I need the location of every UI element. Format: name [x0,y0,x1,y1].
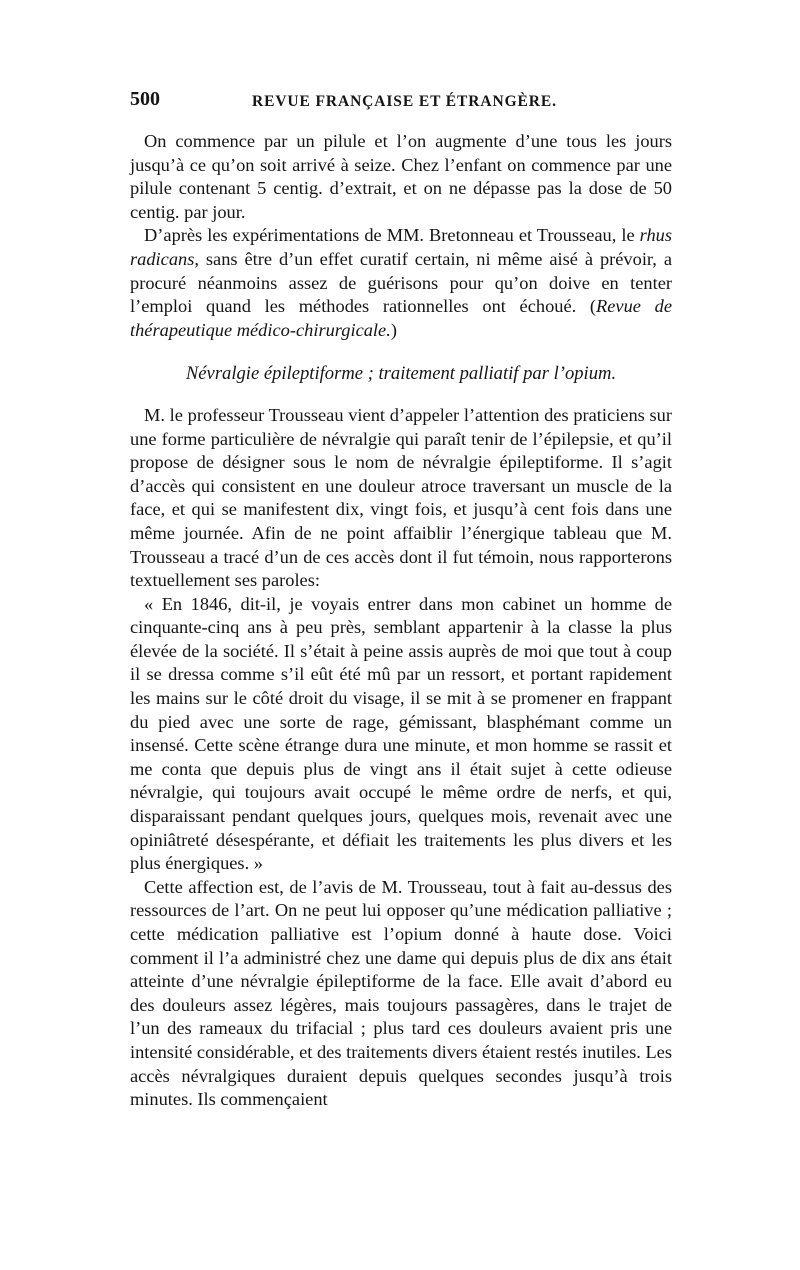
source-citation: Revue de thérapeutique médico-chirurgicale. [130,296,672,340]
running-title: REVUE FRANÇAISE ET ÉTRANGÈRE. [252,93,557,110]
paragraph-2-text-b: , sans être d’un effet curatif certain, ni même aisé à prévoir, a procuré néanmoins assez de guérisons pour qu’on doive en tenter l’emploi quand les méthodes rationnelles ont échoué. ( [130,248,672,317]
paragraph-5: Cette affection est, de l’avis de M. Trousseau, tout à fait au-dessus des ressources de l’art. On ne peut lui opposer qu’une médication palliative ; cette médication palliative est l’opium donné à haute dose. Voici comment il l’a administré chez une dame qui depuis plus de dix ans était atteinte d’une névralgie épileptiforme de la face. Elle avait d’abord eu des douleurs assez légères, mais toujours passagères, dans le trajet de l’un des rameaux du trifacial ; plus tard ces douleurs avaient pris une intensité considérable, et des traitements divers étaient restés inutiles. Les accès névralgiques duraient depuis quelques secondes jusqu’à trois minutes. Ils commençaient [130,876,672,1110]
paragraph-2-text-a: D’après les expérimentations de MM. Bretonneau et Trousseau, le [144,225,640,246]
running-head [130,88,672,118]
paragraph-4-quotation: « En 1846, dit-il, je voyais entrer dans mon cabinet un homme de cinquante-cinq ans à peu près, semblant appartenir à la classe la plus élevée de la société. Il s’était à peine assis auprès de moi que tout à coup il se dressa comme s’il eût été mû par un ressort, et portant rapidement les mains sur le côté droit du visage, il se mit à se promener en frappant du pied avec une sorte de rage, gémissant, blasphémant comme un insensé. Cette scène étrange dura une minute, et mon homme se rassit et me conta que depuis plus de vingt ans il était sujet à cette odieuse névralgie, qui toujours avait occupé le même ordre de nerfs, et qui, disparaissant pendant quelques jours, quelques mois, revenait avec une opiniâtreté désespérante, et défiait les traitements les plus divers et les plus énergiques. » [130,593,672,874]
book-page [130,88,672,1112]
paragraph-1: On commence par un pilule et l’on augmente d’une tous les jours jusqu’à ce qu’on soit arrivé à seize. Chez l’enfant on commence par une pilule contenant 5 centig. d’extrait, et on ne dépasse pas la dose de 50 centig. par jour. [130,131,672,222]
paragraph-2 [130,224,672,342]
paragraph-2-text-c: ) [390,319,397,340]
section-heading: Névralgie épileptiforme ; traitement palliatif par l’opium. [185,363,617,385]
page-number: 500 [130,88,160,110]
paragraph-3: M. le professeur Trousseau vient d’appeler l’attention des praticiens sur une forme particulière de névralgie qui paraît tenir de l’épilepsie, et qu’il propose de désigner sous le nom de névralgie épileptiforme. Il s’agit d’accès qui consistent en une douleur atroce traversant un muscle de la face, et qui se manifestent dix, vingt fois, et jusqu’à cent fois dans une même journée. Afin de ne point affaiblir l’énergique tableau que M. Trousseau a tracé d’un de ces accès dont il fut témoin, nous rapporterons textuellement ses paroles: [130,404,672,591]
plant-name-rhus-radicans: rhus radicans [130,225,672,269]
